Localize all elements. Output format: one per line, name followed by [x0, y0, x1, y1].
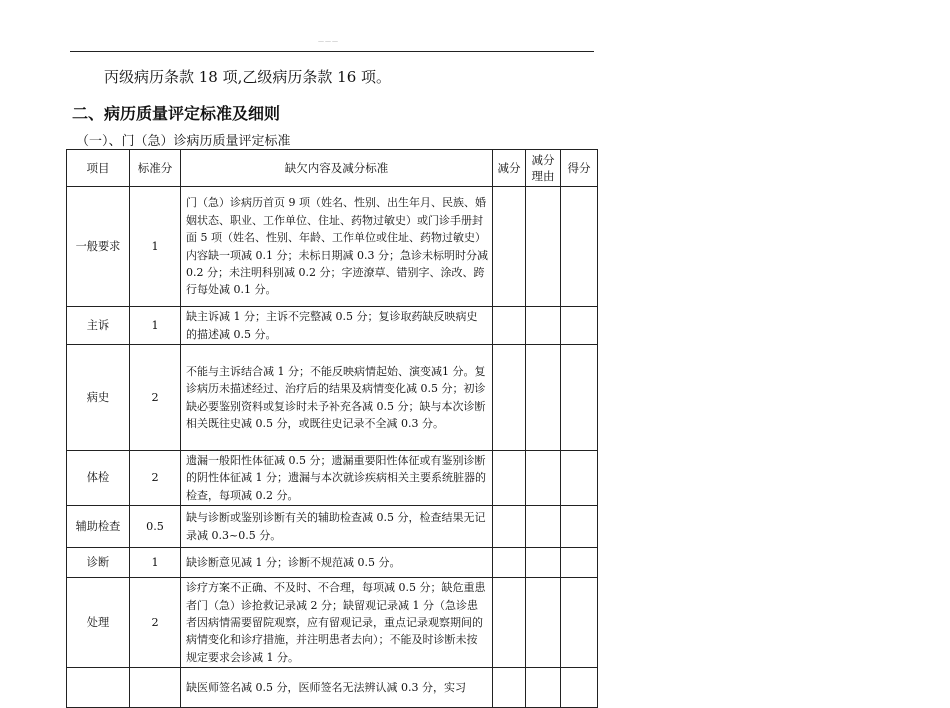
row-deduct-cell	[493, 451, 526, 506]
row-item: 体检	[67, 451, 130, 506]
row-item: 处理	[67, 578, 130, 668]
row-item	[67, 668, 130, 708]
row-item: 主诉	[67, 307, 130, 345]
intro-text: 丙级病历条款 18 项,乙级病历条款 16 项。	[104, 68, 392, 86]
row-standard-score: 1	[130, 307, 181, 345]
row-standard-score: 2	[130, 345, 181, 451]
row-deduct-reason-cell	[526, 668, 561, 708]
criteria-table	[66, 149, 598, 708]
row-score-cell	[561, 578, 598, 668]
row-standard-score: 2	[130, 578, 181, 668]
row-deduct-reason-cell	[526, 345, 561, 451]
row-item: 辅助检查	[67, 506, 130, 548]
row-criteria: 不能与主诉结合减 1 分；不能反映病情起始、演变减1 分。复诊病历未描述经过、治疗后的结果及病情变化减 0.5 分；初诊缺必要鉴别资料或复诊时未予补充各减 0.5 分；缺与本次诊断相关既往史减 0.5 分，或既往史记录不全减 0.3 分。	[181, 345, 493, 451]
table-row	[67, 548, 598, 578]
header-deduct: 减分	[493, 150, 526, 187]
row-score-cell	[561, 668, 598, 708]
row-deduct-reason-cell	[526, 506, 561, 548]
row-deduct-reason-cell	[526, 307, 561, 345]
row-deduct-cell	[493, 668, 526, 708]
header-criteria: 缺欠内容及减分标准	[181, 150, 493, 187]
table-row	[67, 506, 598, 548]
row-score-cell	[561, 345, 598, 451]
row-deduct-reason-cell	[526, 578, 561, 668]
row-deduct-cell	[493, 187, 526, 307]
table-row	[67, 451, 598, 506]
row-deduct-cell	[493, 307, 526, 345]
row-item: 一般要求	[67, 187, 130, 307]
row-score-cell	[561, 187, 598, 307]
row-score-cell	[561, 506, 598, 548]
row-standard-score	[130, 668, 181, 708]
row-criteria: 遗漏一般阳性体征减 0.5 分；遗漏重要阳性体征或有鉴别诊断的阴性体征减 1 分；遗漏与本次就诊疾病相关主要系统脏器的检查，每项减 0.2 分。	[181, 451, 493, 506]
row-item: 病史	[67, 345, 130, 451]
header-standard-score: 标准分	[130, 150, 181, 187]
row-deduct-cell	[493, 548, 526, 578]
row-deduct-cell	[493, 345, 526, 451]
row-criteria: 缺主诉减 1 分；主诉不完整减 0.5 分；复诊取药缺反映病史的描述减 0.5 分。	[181, 307, 493, 345]
header-mark: ———	[318, 38, 339, 45]
row-deduct-reason-cell	[526, 451, 561, 506]
row-standard-score: 1	[130, 187, 181, 307]
row-score-cell	[561, 451, 598, 506]
row-standard-score: 1	[130, 548, 181, 578]
row-standard-score: 2	[130, 451, 181, 506]
table-row	[67, 307, 598, 345]
row-score-cell	[561, 548, 598, 578]
header-score: 得分	[561, 150, 598, 187]
row-deduct-reason-cell	[526, 548, 561, 578]
table-row	[67, 345, 598, 451]
header-deduct-reason: 减分理由	[526, 150, 561, 187]
table-row	[67, 668, 598, 708]
section-title: 二、病历质量评定标准及细则	[72, 104, 281, 123]
row-criteria: 诊疗方案不正确、不及时、不合理，每项减 0.5 分；缺危重患者门（急）诊抢救记录减 2 分；缺留观记录减 1 分（急诊患者因病情需要留院观察，应有留观记录，重点记录观察期间的病情变化和诊疗措施，并注明患者去向）；不能及时诊断未按规定要求会诊减 1 分。	[181, 578, 493, 668]
row-item: 诊断	[67, 548, 130, 578]
row-deduct-cell	[493, 578, 526, 668]
subsection-title: （一）、门（急）诊病历质量评定标准	[76, 134, 291, 149]
header-item: 项目	[67, 150, 130, 187]
table-row	[67, 187, 598, 307]
row-criteria: 缺诊断意见减 1 分；诊断不规范减 0.5 分。	[181, 548, 493, 578]
row-deduct-cell	[493, 506, 526, 548]
row-score-cell	[561, 307, 598, 345]
table-header-row	[67, 150, 598, 187]
row-criteria: 缺医师签名减 0.5 分，医师签名无法辨认减 0.3 分，实习	[181, 668, 493, 708]
row-deduct-reason-cell	[526, 187, 561, 307]
row-standard-score: 0.5	[130, 506, 181, 548]
row-criteria: 门（急）诊病历首页 9 项（姓名、性别、出生年月、民族、婚姻状态、职业、工作单位、住址、药物过敏史）或门诊手册封面 5 项（姓名、性别、年龄、工作单位或住址、药物过敏史）内容缺一项减 0.1 分；未标日期减 0.3 分；急诊未标明时分减 0.2 分；未注明科别减 0.2 分；字迹潦草、错别字、涂改、跨行每处减 0.1 分。	[181, 187, 493, 307]
table-row	[67, 578, 598, 668]
row-criteria: 缺与诊断或鉴别诊断有关的辅助检查减 0.5 分，检查结果无记录减 0.3~0.5 分。	[181, 506, 493, 548]
header-rule	[70, 51, 594, 52]
